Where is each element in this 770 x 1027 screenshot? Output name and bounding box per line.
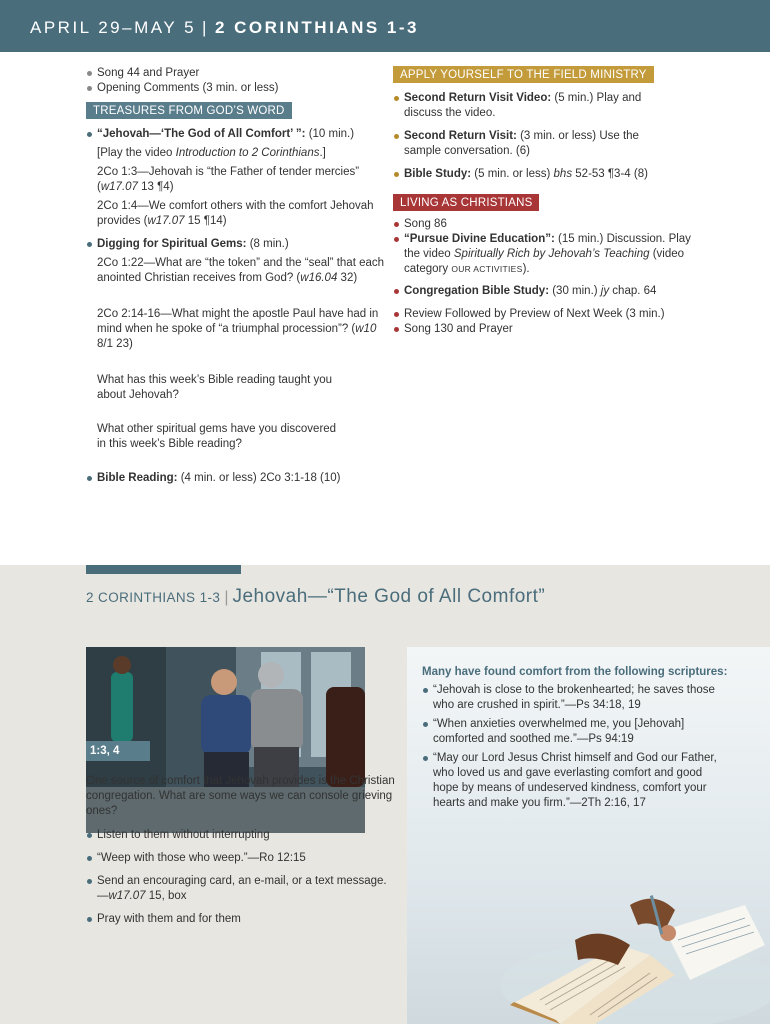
left-column: [86, 66, 386, 486]
point-text: 2Co 1:4—We comfort others with the comfort Jehovah provides (: [97, 200, 374, 227]
bible-reading-title: Bible Reading:: [97, 472, 178, 484]
cbs-detail: (30 min.): [549, 285, 601, 297]
apply-item: [393, 91, 659, 121]
header-title: [30, 18, 419, 38]
congregation-bible-study: [393, 284, 693, 299]
video-note-title: Introduction to 2 Corinthians: [175, 147, 320, 159]
education-category: OUR ACTIVITIES: [451, 264, 523, 274]
feature-intro: One source of comfort that Jehovah provides is the Christian congregation. What are some ways we can console grieving ones?: [86, 775, 395, 817]
scripture-list: [422, 683, 722, 815]
spiritual-gems: [86, 237, 386, 252]
comfort-way-cite: w17.07: [108, 890, 146, 902]
comfort-ways: [86, 774, 396, 935]
feature-accent-bar: [86, 565, 241, 574]
comfort-way-text: Send an encouraging card, an e-mail, or a text message. —: [97, 875, 387, 902]
apply-item-detail: (5 min.) Play and discuss the video.: [404, 92, 642, 119]
apply-item-title: Bible Study:: [404, 168, 472, 180]
question-tail: 8/1 23): [97, 338, 133, 350]
video-note-post: .]: [319, 147, 326, 159]
scripture-item: “When anxieties overwhelmed me, you [Jehovah] comforted and soothed me.”—Ps 94:19: [422, 717, 722, 747]
video-note-pre: [Play the video: [97, 147, 176, 159]
question-cite: w16.04: [300, 272, 338, 284]
feature-panel: [0, 565, 770, 1024]
apply-item: [393, 167, 693, 182]
apply-item-title: Second Return Visit:: [404, 130, 517, 142]
scripture-item: “May our Lord Jesus Christ himself and God our Father, who loved us and gave everlasting comfort and good hope by means of undeserved kindness, comfort your hearts and make you firm.”—2Th 2:16, 17: [422, 751, 722, 811]
comfort-way: “Weep with those who weep.”—Ro 12:15: [86, 851, 396, 866]
comfort-way: [86, 874, 396, 904]
talk-time: (10 min.): [305, 128, 355, 140]
photo-scripture-label: 1:3, 4: [86, 741, 150, 761]
header-dates: APRIL 29–MAY 5: [30, 18, 197, 37]
opening-comments: Opening Comments (3 min. or less): [86, 81, 386, 96]
point-cite: w17.07: [147, 215, 185, 227]
feature-title-separator: |: [224, 589, 229, 606]
apply-item-title: Second Return Visit Video:: [404, 92, 552, 104]
question-tail: 32): [337, 272, 358, 284]
comfort-way-tail: 15, box: [145, 890, 187, 902]
header-book: 2 CORINTHIANS 1-3: [214, 18, 419, 37]
talk-point: [86, 199, 386, 229]
point-cite: w17.07: [100, 181, 138, 193]
apply-item-tail: 52-53 ¶3-4 (8): [572, 168, 648, 180]
comfort-way: Listen to them without interrupting: [86, 828, 396, 843]
treasures-heading: TREASURES FROM GOD’S WORD: [86, 102, 292, 119]
cbs-title: Congregation Bible Study:: [404, 285, 550, 297]
treasures-talk: [86, 127, 386, 142]
question-cite: w10: [355, 323, 377, 335]
education-detail: (15 min.) Discussion. Play the video: [404, 233, 691, 260]
feature-title-book: 2 CORINTHIANS 1-3: [86, 590, 221, 605]
education-cat-pre: (video category: [404, 248, 685, 275]
apply-item-detail: (5 min. or less): [471, 168, 554, 180]
question-text: 2Co 1:22—What are “the token” and the “seal” that each anointed Christian receives from God? (: [97, 257, 385, 284]
talk-video-note: [86, 146, 386, 161]
open-bible-artwork: [500, 885, 770, 1024]
reflection-question: What other spiritual gems have you discovered in this week’s Bible reading?: [97, 423, 337, 450]
comfort-way: Pray with them and for them: [86, 912, 396, 927]
education-title: “Pursue Divine Education”:: [404, 233, 555, 245]
cbs-cite: jy: [600, 285, 610, 297]
bible-reading-detail: (4 min. or less) 2Co 3:1-18 (10): [177, 472, 341, 484]
scripture-item: “Jehovah is close to the brokenhearted; he saves those who are crushed in spirit.”—Ps 34:18, 19: [422, 683, 722, 713]
bible-study-illustration: [500, 885, 770, 1024]
closing-review: Review Followed by Preview of Next Week (3 min.): [393, 307, 693, 322]
reflection-question: What has this week’s Bible reading taught you about Jehovah?: [97, 374, 333, 401]
question-text: 2Co 2:14-16—What might the apostle Paul have had in mind when he spoke of “a triumphal procession”? (: [97, 308, 379, 335]
scripture-heading: Many have found comfort from the following scriptures:: [422, 666, 728, 678]
apply-item-detail: (3 min. or less) Use the sample conversation. (6): [404, 130, 639, 157]
cbs-tail: chap. 64: [609, 285, 657, 297]
education-video: Spiritually Rich by Jehovah’s Teaching: [453, 248, 650, 260]
gems-title: Digging for Spiritual Gems:: [97, 238, 247, 250]
point-tail: 13 ¶4): [137, 181, 174, 193]
header-separator: |: [202, 18, 209, 37]
right-column: [393, 66, 693, 337]
gems-time: (8 min.): [246, 238, 289, 250]
education-cat-post: ).: [522, 263, 530, 275]
page-header: [0, 0, 770, 52]
talk-point: [86, 165, 386, 195]
closing-song: Song 130 and Prayer: [393, 322, 693, 337]
living-heading: LIVING AS CHRISTIANS: [393, 194, 539, 211]
point-tail: 15 ¶14): [184, 215, 227, 227]
opening-song: Song 44 and Prayer: [86, 66, 386, 81]
living-education: [393, 232, 694, 277]
gems-question: [86, 256, 386, 286]
feature-title-main: Jehovah—“The God of All Comfort”: [232, 586, 546, 607]
bible-reading: [86, 471, 386, 486]
gems-question: [86, 307, 386, 352]
talk-title: “Jehovah—‘The God of All Comfort’ ”:: [97, 128, 306, 140]
living-song: Song 86: [393, 217, 693, 232]
feature-title: [86, 586, 545, 608]
apply-item: [393, 129, 659, 159]
apply-item-cite: bhs: [553, 168, 573, 180]
point-text: 2Co 1:3—Jehovah is “the Father of tender mercies” (: [97, 166, 360, 193]
apply-heading: APPLY YOURSELF TO THE FIELD MINISTRY: [393, 66, 654, 83]
